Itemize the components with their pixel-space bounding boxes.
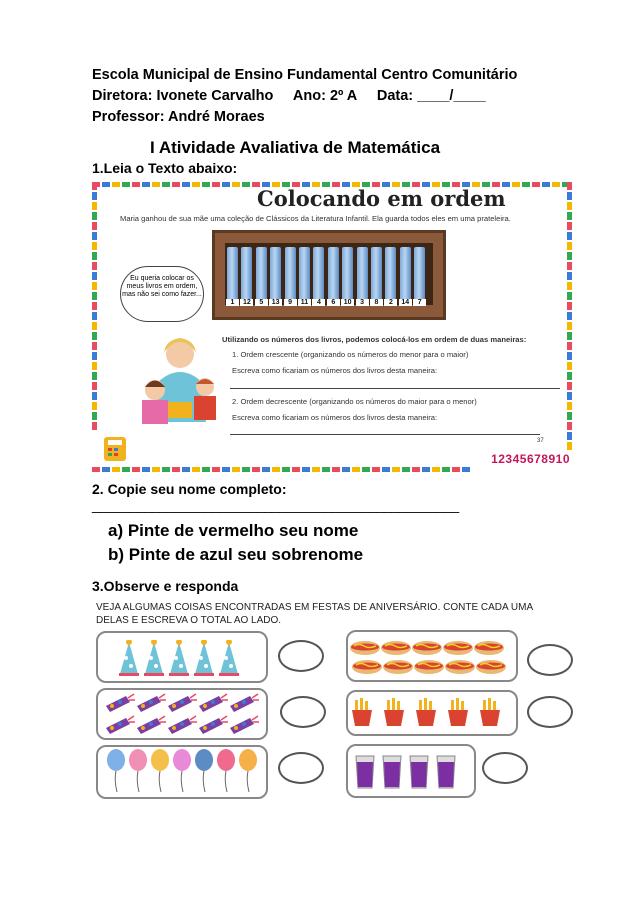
balloon-icon	[194, 748, 214, 799]
numbers-decoration: 12345678910	[491, 452, 570, 466]
hotdogs-answer-oval[interactable]	[527, 644, 573, 676]
item-decrescente: 2. Ordem decrescente (organizando os números do maior para o menor)	[232, 397, 477, 406]
party-horn-icon	[228, 714, 260, 741]
balloon-icon	[150, 748, 170, 799]
balloon-icon	[172, 748, 192, 799]
instruction-b: b) Pinte de azul seu sobrenome	[108, 545, 364, 564]
party-hat-icon	[118, 640, 142, 683]
answer-line-1[interactable]	[230, 388, 560, 389]
worksheet-title: Colocando em ordem	[257, 186, 506, 211]
using-text: Utilizando os números dos livros, podemos colocá-los em ordem de duas maneiras:	[222, 335, 527, 344]
book-number: 14	[399, 299, 412, 306]
book	[256, 247, 267, 305]
book-number: 8	[370, 299, 383, 306]
book-number: 10	[341, 299, 354, 306]
family-reading-illustration	[130, 332, 220, 432]
party-horn-icon	[197, 714, 229, 741]
hats-answer-oval[interactable]	[278, 640, 324, 672]
book	[414, 247, 425, 305]
bookshelf	[212, 230, 446, 320]
balloon-icon	[216, 748, 236, 799]
book	[385, 247, 396, 305]
cups-answer-oval[interactable]	[482, 752, 528, 784]
balloon-icon	[106, 748, 126, 799]
fries-icon	[478, 698, 502, 733]
book	[313, 247, 324, 305]
party-hat-icon	[168, 640, 192, 683]
fries-icon	[446, 698, 470, 733]
book-number: 2	[384, 299, 397, 306]
book-number: 5	[255, 299, 268, 306]
instruction-a: a) Pinte de vermelho seu nome	[108, 521, 359, 540]
hot-dog-icon	[414, 657, 446, 680]
hot-dog-icon	[383, 657, 415, 680]
hot-dog-icon	[445, 657, 477, 680]
book-number: 11	[298, 299, 311, 306]
juice-cup-icon	[354, 754, 376, 795]
book-number: 1	[226, 299, 239, 306]
question-1-label: 1.Leia o Texto abaixo:	[92, 160, 238, 176]
answer-line-2[interactable]	[230, 434, 540, 435]
write-instruction-2: Escreva como ficariam os números dos livros desta maneira:	[232, 413, 438, 422]
worksheet-intro: Maria ganhou de sua mãe uma coleção de Clássicos da Literatura Infantil. Ela guarda todos eles em uma prateleira.	[120, 214, 511, 223]
hot-dog-icon	[476, 657, 508, 680]
party-horn-icon	[135, 714, 167, 741]
page-title: I Atividade Avaliativa de Matemática	[150, 138, 441, 157]
border-right	[567, 182, 572, 452]
book-number: 6	[327, 299, 340, 306]
fries-icon	[414, 698, 438, 733]
book-number: 7	[413, 299, 426, 306]
director-line: Diretora: Ivonete Carvalho Ano: 2º A Data: ____/____	[92, 88, 486, 104]
party-horn-icon	[166, 714, 198, 741]
party-hat-icon	[218, 640, 242, 683]
book	[241, 247, 252, 305]
juice-cup-icon	[408, 754, 430, 795]
juice-cup-icon	[435, 754, 457, 795]
ordering-worksheet	[92, 182, 572, 472]
school-name: Escola Municipal de Ensino Fundamental Centro Comunitário	[92, 67, 518, 83]
book	[299, 247, 310, 305]
book	[270, 247, 281, 305]
book	[400, 247, 411, 305]
calculator-icon	[100, 434, 130, 464]
party-hat-icon	[193, 640, 217, 683]
question-2-label: 2. Copie seu nome completo:	[92, 481, 287, 497]
hot-dog-icon	[352, 657, 384, 680]
teacher-line: Professor: André Moraes	[92, 109, 265, 125]
border-bottom	[92, 467, 472, 472]
write-instruction-1: Escreva como ficariam os números dos livros desta maneira:	[232, 366, 438, 375]
book	[357, 247, 368, 305]
book-number: 9	[284, 299, 297, 306]
horns-answer-oval[interactable]	[280, 696, 326, 728]
book-number: 3	[356, 299, 369, 306]
book-number: 13	[269, 299, 282, 306]
book	[371, 247, 382, 305]
thought-bubble: Eu queria colocar os meus livros em ordem, mas não sei como fazer...	[120, 266, 204, 322]
book	[328, 247, 339, 305]
fries-icon	[382, 698, 406, 733]
balloon-icon	[128, 748, 148, 799]
balloons-answer-oval[interactable]	[278, 752, 324, 784]
book-number: 12	[240, 299, 253, 306]
book-number: 4	[312, 299, 325, 306]
balloon-icon	[238, 748, 258, 799]
book	[285, 247, 296, 305]
page-number: 37	[537, 438, 544, 444]
juice-cup-icon	[381, 754, 403, 795]
book	[227, 247, 238, 305]
item-crescente: 1. Ordem crescente (organizando os números do menor para o maior)	[232, 350, 469, 359]
fries-answer-oval[interactable]	[527, 696, 573, 728]
book	[342, 247, 353, 305]
party-hat-icon	[143, 640, 167, 683]
fries-icon	[350, 698, 374, 733]
name-answer-line[interactable]: _________________________________________________	[92, 497, 459, 513]
border-left	[92, 182, 97, 432]
question-3-label: 3.Observe e responda	[92, 578, 239, 594]
party-horn-icon	[104, 714, 136, 741]
party-instruction: VEJA ALGUMAS COISAS ENCONTRADAS EM FESTAS DE ANIVERSÁRIO. CONTE CADA UMA DELAS E ESCREVA O TOTAL AO LADO.	[96, 602, 534, 626]
